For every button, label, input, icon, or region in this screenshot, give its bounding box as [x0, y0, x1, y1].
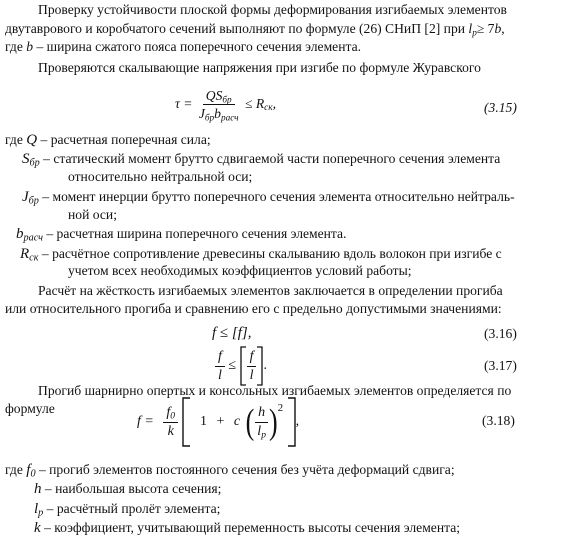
eq-denominator: k [167, 423, 174, 439]
definition-h [34, 481, 221, 498]
b-symbol: b [26, 39, 34, 54]
eq-numerator [203, 88, 235, 105]
symbol [26, 462, 35, 478]
sym-text: J [22, 189, 29, 205]
eq-fraction-h-l [254, 405, 269, 439]
den: l [249, 367, 254, 383]
text: – расчётное сопротивление древесины скалыванию вдоль волокон при изгибе с [41, 246, 502, 261]
text: – расчетная ширина поперечного сечения элемента. [46, 226, 347, 241]
den-sub: р [261, 429, 266, 440]
rhs-sub: ск [264, 102, 273, 113]
definition-l [34, 501, 220, 518]
text: двутаврового и коробчатого сечений выполняют по формуле (26) СНиП [2] при [5, 21, 466, 36]
paragraph-2 [38, 60, 481, 75]
one: 1 [200, 414, 207, 430]
subscript: р [472, 27, 477, 38]
sym-text: l [34, 501, 39, 517]
symbol [22, 151, 40, 167]
paragraph-1-line-2: двутаврового и коробчатого сечений выполняют по формуле (26) СНиП [2] при $l_р\ge 7b$, [5, 21, 505, 38]
sym-text: S [22, 151, 30, 167]
definition-j [22, 189, 515, 206]
sym-sub: р [38, 507, 44, 519]
den-l-text: l [257, 423, 262, 439]
num-sub: бр [222, 94, 232, 105]
sym-text: R [20, 246, 30, 262]
eq-fraction [196, 88, 242, 121]
text: – наибольшая высота сечения; [44, 481, 222, 496]
sym-text: f [26, 462, 31, 478]
eq-rhs: ≤ R [244, 95, 265, 111]
text: где [5, 39, 23, 54]
definition-r [20, 246, 502, 263]
den-l [254, 423, 269, 440]
text: – момент инерции брутто поперечного сечения элемента относительно нейтраль- [42, 189, 515, 204]
den-sub1: бр [204, 112, 215, 123]
right-paren-icon: ) [268, 401, 278, 443]
definition-s-cont: относительно нейтральной оси; [68, 169, 253, 184]
eq-tail: , [295, 414, 300, 430]
definition-s [22, 151, 500, 168]
le-sign: ≤ [228, 358, 237, 374]
sym-sub: ск [29, 252, 39, 264]
condition [468, 21, 476, 36]
paragraph-4-line-1: Прогиб шарнирно опертых и консольных изгибаемых элементов определяется по [38, 383, 512, 398]
paragraph-1-line-3 [5, 39, 361, 54]
text: где [5, 132, 23, 147]
eq-lhs: f = [137, 414, 154, 430]
paragraph-4-line-2: формуле [5, 401, 55, 416]
right-bracket-icon [287, 397, 296, 447]
definition-b [16, 226, 346, 243]
num: f [247, 349, 257, 367]
definition-r-cont: учетом всех необходимых коэффициентов условий работы; [68, 263, 412, 278]
symbol [22, 189, 39, 205]
eq-fraction-right [247, 349, 257, 383]
eq-lhs: τ = [175, 95, 193, 111]
symbol [20, 246, 38, 262]
l-symbol: l [468, 21, 473, 36]
sym-sub: 0 [30, 468, 36, 480]
text: Проверку устойчивости плоской формы деформирования изгибаемых элементов [38, 2, 507, 17]
symbol [34, 501, 43, 517]
num-text: QS [205, 88, 223, 103]
definition-k [34, 520, 460, 537]
equation-3-15 [175, 88, 276, 121]
sym-sub: бр [29, 157, 40, 169]
text: Проверяются скалывающие напряжения при изгибе по формуле Журавского [38, 60, 481, 75]
symbol: k [34, 520, 41, 536]
equation-3-18 [137, 397, 299, 447]
eq-denominator [196, 105, 242, 121]
text: – коэффициент, учитывающий переменность высоты сечения элемента; [44, 520, 461, 535]
symbol: Q [26, 132, 38, 148]
plus-sign: + [216, 414, 225, 430]
b-symbol: b [494, 21, 502, 36]
paragraph-3-line-2: или относительного прогиба и сравнению его с предельно допустимыми значениями: [5, 301, 502, 316]
den-sub2: расч [220, 112, 239, 123]
text: – расчётный пролёт элемента; [46, 501, 221, 516]
symbol: h [34, 481, 42, 497]
text: где [5, 462, 23, 477]
num: f [215, 349, 225, 367]
definition-j-cont: ной оси; [68, 207, 117, 222]
text: ≥ 7 [476, 21, 495, 36]
definition-f0 [5, 462, 455, 479]
left-bracket-icon [182, 397, 191, 447]
text: – расчетная поперечная сила; [40, 132, 211, 147]
symbol [16, 226, 43, 242]
den-b: b [214, 106, 221, 122]
text: – прогиб элементов постоянного сечения без учёта деформаций сдвига; [38, 462, 455, 477]
eq-numerator [163, 405, 178, 423]
exponent: 2 [277, 402, 284, 415]
eq-tail: . [263, 358, 267, 374]
eq-tail: , [272, 95, 276, 111]
den: l [218, 367, 222, 383]
eq-fraction-f0-k [163, 405, 178, 439]
text: – статический момент брутто сдвигаемой части поперечного сечения элемента [43, 151, 501, 166]
left-paren-icon: ( [245, 401, 255, 443]
num-sub: 0 [170, 411, 175, 422]
text: – ширина сжатого пояса поперечного сечения элемента. [36, 39, 362, 54]
left-bracket-icon [240, 346, 247, 386]
equation-number-3-16: (3.16) [484, 326, 517, 341]
equation-3-17 [215, 346, 267, 386]
equation-number-3-15: (3.15) [484, 100, 517, 115]
den-j: J [198, 106, 205, 122]
equation-number-3-17: (3.17) [484, 358, 517, 373]
eq-fraction-left [215, 349, 225, 383]
paragraph-3-line-1: Расчёт на жёсткость изгибаемых элементов заключается в определении прогиба [38, 283, 503, 298]
num-h: h [255, 405, 268, 423]
num-f: f [166, 404, 171, 420]
paragraph-1-line-1 [38, 2, 507, 17]
equation-3-16: f ≤ [f], [212, 325, 252, 341]
definition-q [5, 132, 211, 149]
sym-sub: расч [23, 232, 43, 244]
sym-sub: бр [28, 195, 39, 207]
c-symbol: c [233, 414, 241, 430]
equation-number-3-18: (3.18) [482, 413, 515, 428]
sym-text: b [16, 226, 24, 242]
